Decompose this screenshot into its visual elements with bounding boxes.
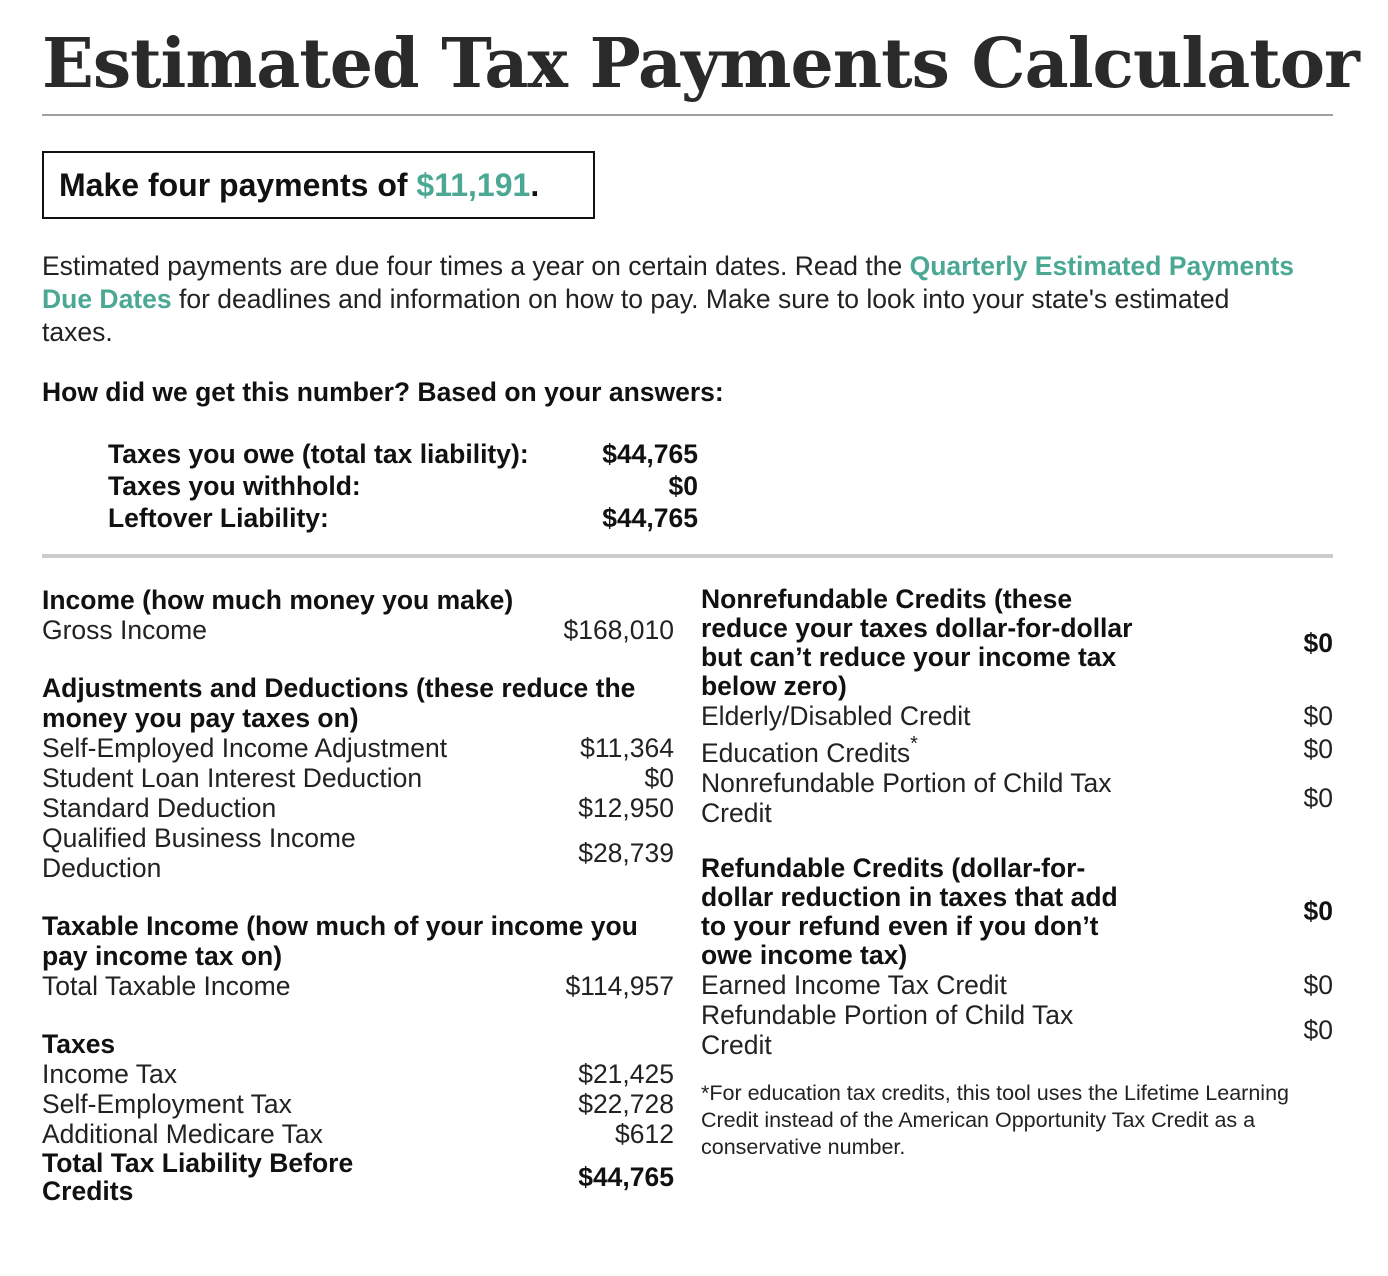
row-label: Standard Deduction <box>42 793 277 823</box>
breakdown-left-column <box>42 585 674 1205</box>
intro-text-before: Estimated payments are due four times a year on certain dates. Read the <box>42 251 910 281</box>
row-value: $612 <box>615 1119 674 1149</box>
row-label: Self-Employed Income Adjustment <box>42 733 448 763</box>
row-label: Self-Employment Tax <box>42 1089 292 1119</box>
nonrefundable-credits-header <box>701 585 1333 701</box>
breakdown-row <box>701 1000 1333 1060</box>
nonrefundable-heading: Nonrefundable Credits (these reduce your taxes dollar-for-dollar but can’t reduce your income tax below zero) <box>701 584 1133 701</box>
liability-summary <box>108 438 698 534</box>
row-label: Income Tax <box>42 1059 178 1089</box>
row-label: Gross Income <box>42 615 207 645</box>
payment-result-box <box>42 151 595 219</box>
row-label: Total Taxable Income <box>42 971 291 1001</box>
income-heading: Income (how much money you make) <box>42 585 514 615</box>
title-divider <box>42 114 1333 116</box>
row-label: Total Tax Liability Before Credits <box>42 1148 354 1206</box>
breakdown-row <box>42 1119 674 1149</box>
row-label: Additional Medicare Tax <box>42 1119 323 1149</box>
breakdown-row <box>42 1089 674 1119</box>
row-value: $168,010 <box>563 615 674 645</box>
intro-text-after: for deadlines and information on how to pay. Make sure to look into your state's estimated taxes. <box>42 284 1230 347</box>
breakdown-row <box>42 615 674 645</box>
breakdown-row <box>701 731 1333 768</box>
breakdown-right-column <box>701 585 1333 1161</box>
taxes-heading: Taxes <box>42 1029 116 1059</box>
breakdown-row <box>42 823 674 883</box>
breakdown-row <box>42 971 674 1001</box>
row-label-wrap <box>701 731 1292 768</box>
row-value: $11,364 <box>580 733 674 763</box>
refundable-total: $0 <box>1303 896 1333 927</box>
section-divider <box>42 554 1333 558</box>
payment-prefix: Make four payments of <box>59 166 417 203</box>
row-label: Education Credits <box>701 737 911 768</box>
row-value: $114,957 <box>565 971 674 1001</box>
row-value: $0 <box>1303 782 1333 813</box>
breakdown-row <box>42 793 674 823</box>
row-value: $28,739 <box>578 838 674 868</box>
breakdown-row <box>701 970 1333 1000</box>
breakdown-row <box>42 733 674 763</box>
summary-label: Taxes you owe (total tax liability): <box>108 439 529 469</box>
payment-suffix: . <box>530 166 540 203</box>
row-label: Earned Income Tax Credit <box>701 969 1007 1000</box>
summary-value: $0 <box>668 471 698 501</box>
summary-label: Leftover Liability: <box>108 503 329 533</box>
summary-value: $44,765 <box>602 503 698 533</box>
summary-row <box>108 502 698 534</box>
row-value: $44,765 <box>578 1162 674 1192</box>
footnote-marker: * <box>910 733 918 755</box>
row-label: Student Loan Interest Deduction <box>42 763 423 793</box>
taxable-income-heading: Taxable Income (how much of your income you pay income tax on) <box>42 911 638 971</box>
refundable-heading: Refundable Credits (dollar-for-dollar reduction in taxes that add to your refund even if you don’t owe income tax) <box>701 852 1118 970</box>
row-value: $0 <box>1303 969 1333 1000</box>
total-liability-row <box>42 1149 674 1205</box>
breakdown-row <box>701 701 1333 731</box>
row-value: $21,425 <box>578 1059 674 1089</box>
row-value: $0 <box>1303 734 1333 765</box>
breakdown-row <box>42 763 674 793</box>
summary-row <box>108 470 698 502</box>
payment-amount: $11,191 <box>416 166 531 203</box>
row-value: $0 <box>1303 1014 1333 1045</box>
adjustments-heading: Adjustments and Deductions (these reduce the money you pay taxes on) <box>42 673 636 733</box>
row-label: Qualified Business Income Deduction <box>42 823 356 883</box>
how-heading: How did we get this number? Based on your answers: <box>42 377 724 407</box>
breakdown-row <box>701 768 1333 828</box>
row-value: $0 <box>644 763 674 793</box>
row-label: Elderly/Disabled Credit <box>701 701 971 731</box>
education-credit-footnote: *For education tax credits, this tool uses the Lifetime Learning Credit instead of the American Opportunity Tax Credit as a conservative number. <box>701 1080 1289 1159</box>
intro-paragraph <box>42 250 1302 349</box>
page-title: Estimated Tax Payments Calculator <box>42 24 1359 104</box>
row-value: $22,728 <box>578 1089 674 1119</box>
row-label: Nonrefundable Portion of Child Tax Credit <box>701 767 1112 828</box>
summary-row <box>108 438 698 470</box>
nonrefundable-total: $0 <box>1303 627 1333 658</box>
summary-label: Taxes you withhold: <box>108 471 361 501</box>
breakdown-row <box>42 1059 674 1089</box>
row-label: Refundable Portion of Child Tax Credit <box>701 999 1074 1060</box>
summary-value: $44,765 <box>602 439 698 469</box>
refundable-credits-header <box>701 854 1333 970</box>
row-value: $12,950 <box>578 793 674 823</box>
row-value: $0 <box>1303 701 1333 731</box>
due-dates-link[interactable]: Quarterly Estimated Payments Due Dates <box>42 251 1295 314</box>
